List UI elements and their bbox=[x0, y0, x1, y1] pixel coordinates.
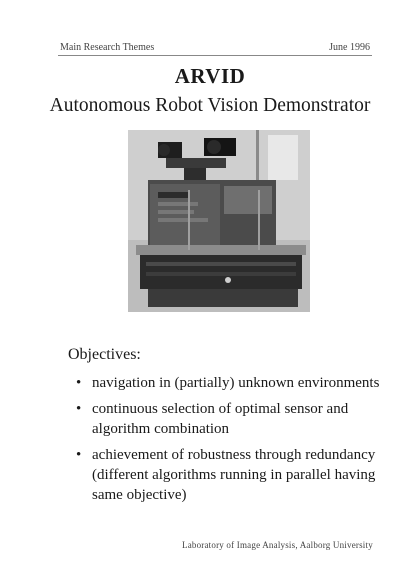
robot-photo bbox=[128, 130, 310, 312]
header-left: Main Research Themes bbox=[60, 42, 155, 53]
bullet-icon: • bbox=[76, 375, 82, 391]
page-subtitle: Autonomous Robot Vision Demonstrator bbox=[49, 95, 371, 116]
objective-text: achievement of robustness through redundancy (different algorithms running in parallel having same objective) bbox=[92, 447, 376, 503]
objectives-list bbox=[76, 373, 406, 511]
objective-text: continuous selection of optimal sensor and algorithm combination bbox=[92, 401, 349, 437]
bullet-icon: • bbox=[76, 447, 82, 463]
list-item bbox=[76, 373, 406, 393]
header-rule bbox=[58, 55, 372, 56]
bullet-icon: • bbox=[76, 401, 82, 417]
objectives-heading: Objectives: bbox=[68, 346, 141, 363]
header-right: June 1996 bbox=[329, 42, 370, 53]
list-item bbox=[76, 445, 406, 505]
objective-text: navigation in (partially) unknown environments bbox=[92, 375, 380, 391]
page-title: ARVID bbox=[174, 64, 246, 88]
list-item bbox=[76, 399, 406, 439]
page-footer: Laboratory of Image Analysis, Aalborg University bbox=[182, 540, 373, 550]
